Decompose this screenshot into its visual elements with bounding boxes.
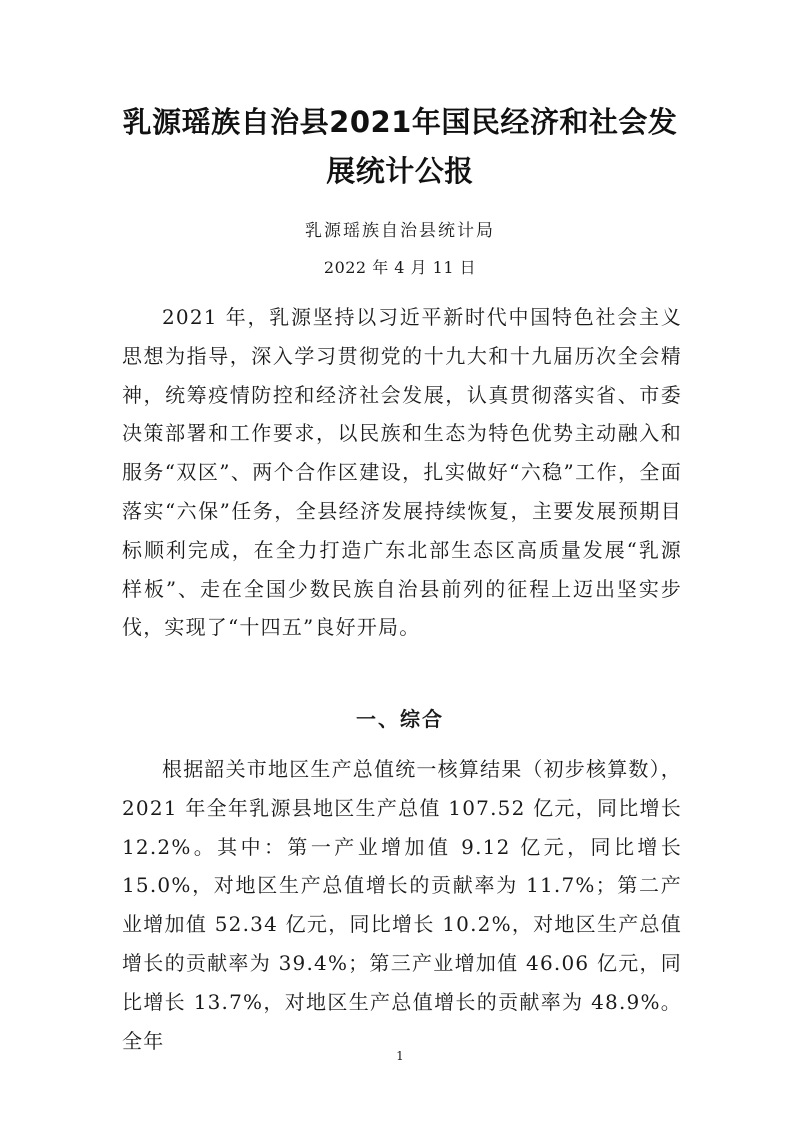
section-heading: 一、综合: [356, 707, 444, 731]
report-author: 乳源瑶族自治县统计局: [305, 221, 495, 241]
report-date: 2022 年 4 月 11 日: [323, 258, 477, 277]
page-number: 1: [396, 1049, 404, 1063]
section-paragraph: 根据韶关市地区生产总值统一核算结果（初步核算数），2021 年全年乳源县地区生产总值 107.52 亿元，同比增长 12.2%。其中：第一产业增加值 9.12 亿元，同比增长 15.0%，对地区生产总值增长的贡献率为 11.7%；第二产业增加值 52.34 亿元，同比增长 10.2%，对地区生产总值增长的贡献率为 39.4%；第三产业增加值 46.06 亿元，同比增长 13.7%，对地区生产总值增长的贡献率为 48.9%。全年: [122, 757, 682, 1053]
intro-paragraph: 2021 年，乳源坚持以习近平新时代中国特色社会主义思想为指导，深入学习贯彻党的十九大和十九届历次全会精神，统筹疫情防控和经济社会发展，认真贯彻落实省、市委决策部署和工作要求，以民族和生态为特色优势主动融入和服务“双区”、两个合作区建设，扎实做好“六稳”工作，全面落实“六保”任务，全县经济发展持续恢复，主要发展预期目标顺利完成，在全力打造广东北部生态区高质量发展“乳源样板”、走在全国少数民族自治县前列的征程上迈出坚实步伐，实现了“十四五”良好开局。: [122, 305, 682, 640]
report-title: 乳源瑶族自治县2021年国民经济和社会发展统计公报: [122, 105, 678, 188]
